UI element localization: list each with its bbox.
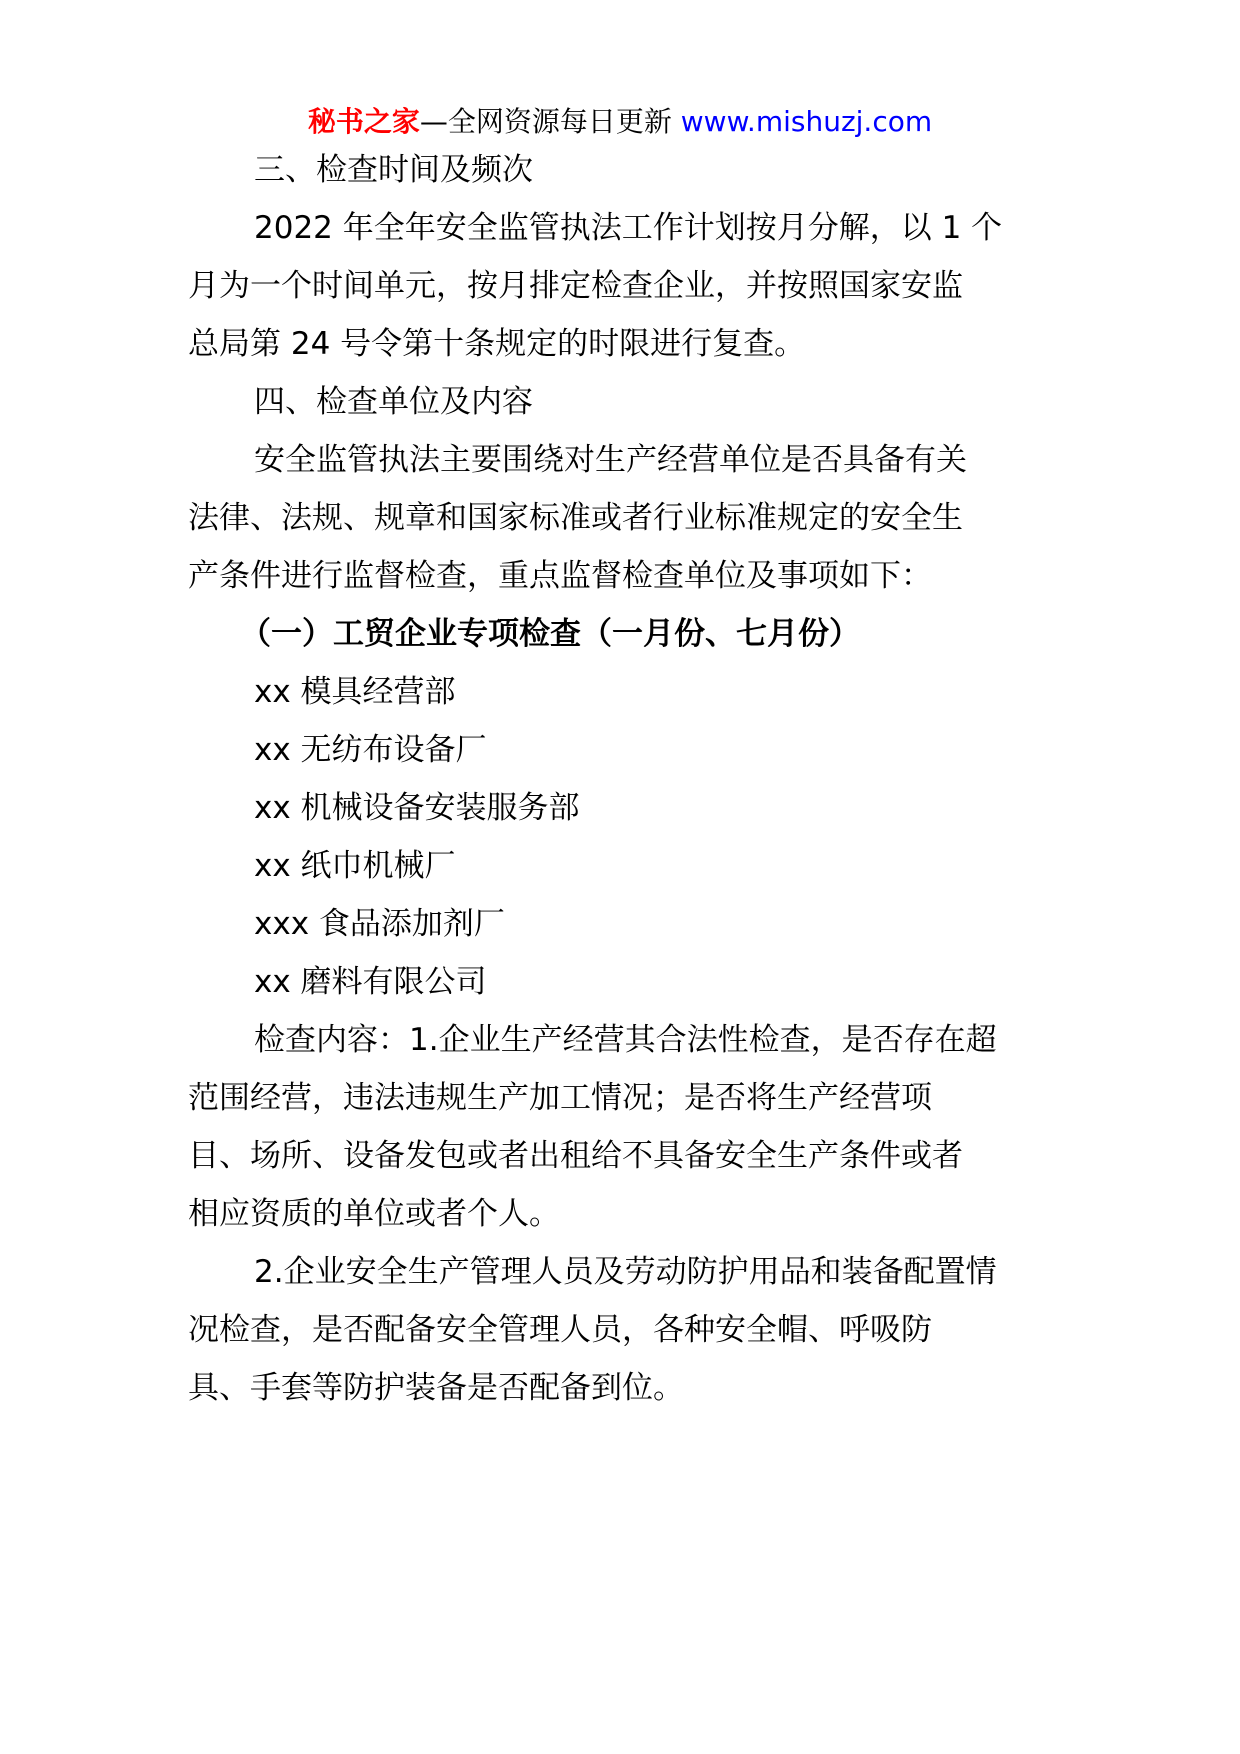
header-tagline: —全网资源每日更新 [419,105,681,138]
paragraph-line: 具、手套等防护装备是否配备到位。 [188,1370,684,1406]
paragraph-line: 2.企业安全生产管理人员及劳动防护用品和装备配置情 [254,1254,997,1290]
site-url[interactable]: www.mishuzj.com [680,105,933,138]
paragraph-line: 法律、法规、规章和国家标准或者行业标准规定的安全生 [188,500,963,536]
paragraph-line: 况检查，是否配备安全管理人员，各种安全帽、呼吸防 [188,1312,932,1348]
paragraph-line: 目、场所、设备发包或者出租给不具备安全生产条件或者 [188,1138,963,1174]
subsection-heading: （一）工贸企业专项检查（一月份、七月份） [240,616,860,652]
company-list-item: xx 模具经营部 [254,674,456,710]
company-list-item: xxx 食品添加剂厂 [254,906,505,942]
company-list-item: xx 纸巾机械厂 [254,848,456,884]
paragraph-line: 总局第 24 号令第十条规定的时限进行复查。 [188,326,806,362]
company-list-item: xx 机械设备安装服务部 [254,790,580,826]
paragraph-line: 检查内容：1.企业生产经营其合法性检查，是否存在超 [254,1022,997,1058]
paragraph-line: 产条件进行监督检查，重点监督检查单位及事项如下： [188,558,932,594]
paragraph-line: 安全监管执法主要围绕对生产经营单位是否具备有关 [254,442,967,478]
section-heading-units: 四、检查单位及内容 [254,384,533,420]
brand-name: 秘书之家 [307,105,420,138]
company-list-item: xx 无纺布设备厂 [254,732,487,768]
paragraph-line: 2022 年全年安全监管执法工作计划按月分解，以 1 个 [254,210,1003,246]
company-list-item: xx 磨料有限公司 [254,964,487,1000]
section-heading-schedule: 三、检查时间及频次 [254,152,533,188]
paragraph-line: 月为一个时间单元，按月排定检查企业，并按照国家安监 [188,268,963,304]
paragraph-line: 相应资质的单位或者个人。 [188,1196,560,1232]
paragraph-line: 范围经营，违法违规生产加工情况；是否将生产经营项 [188,1080,932,1116]
site-header [0,100,1240,144]
